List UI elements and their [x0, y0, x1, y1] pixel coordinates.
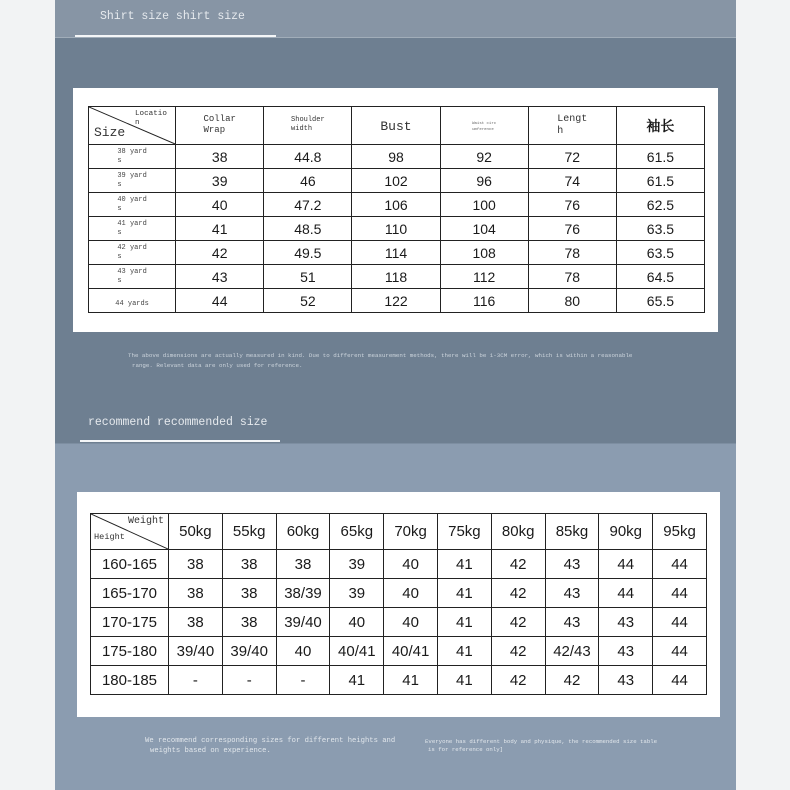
header-collar-cell [176, 107, 264, 145]
height-range-cell: 160-165 [91, 550, 169, 579]
measurement-cell: 61.5 [616, 169, 704, 193]
measurement-cell: 52 [264, 289, 352, 313]
recommended-size-cell: 42 [491, 579, 545, 608]
height-range-cell: 175-180 [91, 637, 169, 666]
recommended-size-cell: 41 [437, 637, 491, 666]
measurement-cell: 43 [176, 265, 264, 289]
recommended-size-cell: - [276, 666, 330, 695]
recommend-table-header-row [91, 514, 707, 550]
measurement-cell: 76 [528, 193, 616, 217]
recommended-size-cell: 42 [491, 550, 545, 579]
measurement-cell: 39 [176, 169, 264, 193]
recommended-size-cell: 39 [330, 579, 384, 608]
measurement-cell: 41 [176, 217, 264, 241]
recommended-size-cell: 38 [222, 550, 276, 579]
measurement-cell: 65.5 [616, 289, 704, 313]
recommended-size-cell: 44 [653, 666, 707, 695]
size-label-cell [89, 169, 176, 193]
size-row [89, 145, 705, 169]
measurement-cell: 122 [352, 289, 440, 313]
height-range-cell: 170-175 [91, 608, 169, 637]
measurement-note-line: range. Relevant data are only used for reference. [132, 362, 303, 369]
recommended-size-cell: 41 [437, 666, 491, 695]
recommend-row [91, 608, 707, 637]
weight-header-cell: 90kg [599, 514, 653, 550]
size-label: 43 yard s [117, 267, 147, 285]
recommended-size-cell: 43 [599, 666, 653, 695]
weight-header-cell: 65kg [330, 514, 384, 550]
measurement-cell: 114 [352, 241, 440, 265]
measurement-cell: 104 [440, 217, 528, 241]
weight-header-cell: 75kg [437, 514, 491, 550]
header-bust-label: Bust [380, 118, 412, 134]
recommended-size-cell: 38 [169, 550, 223, 579]
measurement-cell: 72 [528, 145, 616, 169]
size-label: 41 yard s [117, 219, 147, 237]
size-title-underline [75, 35, 276, 37]
recommend-row [91, 579, 707, 608]
recommend-note-line: weights based on experience. [150, 747, 271, 755]
recommended-size-cell: 44 [599, 579, 653, 608]
size-row [89, 241, 705, 265]
recommended-size-cell: 44 [653, 637, 707, 666]
weight-header-cell: 55kg [222, 514, 276, 550]
measurement-cell: 96 [440, 169, 528, 193]
corner-weight-label: Weight [128, 516, 165, 527]
size-label-cell [89, 145, 176, 169]
recommended-size-cell: 44 [653, 579, 707, 608]
recommended-size-cell: 38 [169, 579, 223, 608]
size-row [89, 289, 705, 313]
size-label-cell [89, 193, 176, 217]
weight-header-cell: 60kg [276, 514, 330, 550]
size-table-body [89, 145, 705, 313]
recommended-size-cell: 42/43 [545, 637, 599, 666]
size-table-header-row [89, 107, 705, 145]
weight-header-cell: 80kg [491, 514, 545, 550]
header-shoulder-label: Shoulder width [291, 116, 325, 133]
recommend-note-line: We recommend corresponding sizes for different heights and [145, 737, 396, 745]
size-label: 39 yard s [117, 171, 147, 189]
reference-note-line: Everyone has different body and physique, the recommended size table [425, 738, 658, 745]
recommended-size-cell: 40/41 [330, 637, 384, 666]
header-shoulder-cell [264, 107, 352, 145]
recommended-size-cell: - [222, 666, 276, 695]
recommended-size-cell: 42 [491, 637, 545, 666]
measurement-cell: 48.5 [264, 217, 352, 241]
size-row [89, 265, 705, 289]
size-label: 42 yard s [117, 243, 147, 261]
recommend-row [91, 550, 707, 579]
measurement-cell: 80 [528, 289, 616, 313]
size-table-card [73, 88, 718, 332]
size-row [89, 193, 705, 217]
measurement-cell: 42 [176, 241, 264, 265]
recommended-size-cell: 40 [276, 637, 330, 666]
header-sleeve-label: 袖长 [646, 118, 675, 135]
recommended-size-cell: 41 [437, 608, 491, 637]
measurement-cell: 40 [176, 193, 264, 217]
recommended-size-cell: 39/40 [169, 637, 223, 666]
recommended-size-cell: 38 [222, 579, 276, 608]
header-sleeve-cell [616, 107, 704, 145]
measurement-cell: 112 [440, 265, 528, 289]
measurement-cell: 38 [176, 145, 264, 169]
header-length-cell [528, 107, 616, 145]
corner-height-label: Height [94, 532, 125, 542]
size-label-cell [89, 241, 176, 265]
weight-header-cell: 95kg [653, 514, 707, 550]
size-label-cell [89, 217, 176, 241]
recommended-size-cell: 43 [599, 637, 653, 666]
recommended-size-cell: 43 [599, 608, 653, 637]
weight-header-cell: 70kg [384, 514, 438, 550]
measurement-cell: 49.5 [264, 241, 352, 265]
size-section-title: Shirt size shirt size [100, 10, 245, 23]
recommended-size-cell: 40 [330, 608, 384, 637]
header-length-label: Lengt h [557, 113, 588, 137]
recommended-size-cell: 41 [437, 579, 491, 608]
recommended-size-cell: 44 [653, 550, 707, 579]
height-range-cell: 180-185 [91, 666, 169, 695]
recommend-table [90, 513, 707, 695]
size-label: 44 yards [115, 300, 149, 308]
measurement-cell: 64.5 [616, 265, 704, 289]
measurement-cell: 47.2 [264, 193, 352, 217]
measurement-cell: 78 [528, 241, 616, 265]
size-label: 38 yard s [117, 147, 147, 165]
size-corner-cell [89, 107, 176, 145]
recommend-row [91, 637, 707, 666]
reference-note [425, 738, 657, 754]
measurement-cell: 92 [440, 145, 528, 169]
weight-header-cell: 85kg [545, 514, 599, 550]
size-label: 40 yard s [117, 195, 147, 213]
measurement-note [128, 351, 632, 371]
header-collar-label: Collar Wrap [203, 114, 236, 135]
recommended-size-cell: - [169, 666, 223, 695]
size-table [88, 106, 705, 313]
recommended-size-cell: 44 [653, 608, 707, 637]
recommend-title-underline [80, 440, 280, 442]
recommended-size-cell: 44 [599, 550, 653, 579]
recommended-size-cell: 41 [330, 666, 384, 695]
measurement-cell: 110 [352, 217, 440, 241]
recommended-size-cell: 40/41 [384, 637, 438, 666]
recommend-corner-cell [91, 514, 169, 550]
recommended-size-cell: 38 [276, 550, 330, 579]
recommend-note [145, 736, 395, 756]
recommended-size-cell: 42 [491, 608, 545, 637]
recommended-size-cell: 39 [330, 550, 384, 579]
measurement-cell: 46 [264, 169, 352, 193]
measurement-cell: 44.8 [264, 145, 352, 169]
header-waist-label: Waist circ umference [472, 121, 497, 132]
recommended-size-cell: 42 [545, 666, 599, 695]
reference-note-line: is for reference only] [428, 746, 504, 753]
measurement-cell: 116 [440, 289, 528, 313]
recommended-size-cell: 41 [437, 550, 491, 579]
measurement-cell: 74 [528, 169, 616, 193]
recommended-size-cell: 38 [169, 608, 223, 637]
measurement-cell: 63.5 [616, 241, 704, 265]
recommended-size-cell: 43 [545, 579, 599, 608]
recommended-size-cell: 39/40 [222, 637, 276, 666]
measurement-cell: 98 [352, 145, 440, 169]
measurement-cell: 63.5 [616, 217, 704, 241]
measurement-note-line: The above dimensions are actually measured in kind. Due to different measurement methods, there will be 1-3CM error, which is within a reasonable [128, 352, 633, 359]
corner-location-label: Locatio n [135, 110, 167, 127]
measurement-cell: 78 [528, 265, 616, 289]
measurement-cell: 44 [176, 289, 264, 313]
recommend-table-body [91, 550, 707, 695]
size-label-cell [89, 289, 176, 313]
recommended-size-cell: 40 [384, 550, 438, 579]
measurement-cell: 108 [440, 241, 528, 265]
size-row [89, 217, 705, 241]
weight-header-cell: 50kg [169, 514, 223, 550]
measurement-cell: 76 [528, 217, 616, 241]
header-bust-cell [352, 107, 440, 145]
measurement-cell: 106 [352, 193, 440, 217]
measurement-cell: 62.5 [616, 193, 704, 217]
measurement-cell: 100 [440, 193, 528, 217]
recommended-size-cell: 43 [545, 608, 599, 637]
recommended-size-cell: 39/40 [276, 608, 330, 637]
size-chart-panel [55, 0, 736, 790]
recommended-size-cell: 38 [222, 608, 276, 637]
recommended-size-cell: 41 [384, 666, 438, 695]
recommended-size-cell: 40 [384, 579, 438, 608]
height-range-cell: 165-170 [91, 579, 169, 608]
recommended-size-cell: 43 [545, 550, 599, 579]
size-label-cell [89, 265, 176, 289]
measurement-cell: 118 [352, 265, 440, 289]
measurement-cell: 61.5 [616, 145, 704, 169]
corner-size-label: Size [94, 125, 126, 140]
measurement-cell: 102 [352, 169, 440, 193]
recommend-row [91, 666, 707, 695]
recommended-size-cell: 40 [384, 608, 438, 637]
recommended-size-cell: 38/39 [276, 579, 330, 608]
recommend-section-title: recommend recommended size [88, 416, 268, 429]
measurement-cell: 51 [264, 265, 352, 289]
size-row [89, 169, 705, 193]
recommend-table-card [77, 492, 720, 717]
header-waist-cell [440, 107, 528, 145]
recommended-size-cell: 42 [491, 666, 545, 695]
